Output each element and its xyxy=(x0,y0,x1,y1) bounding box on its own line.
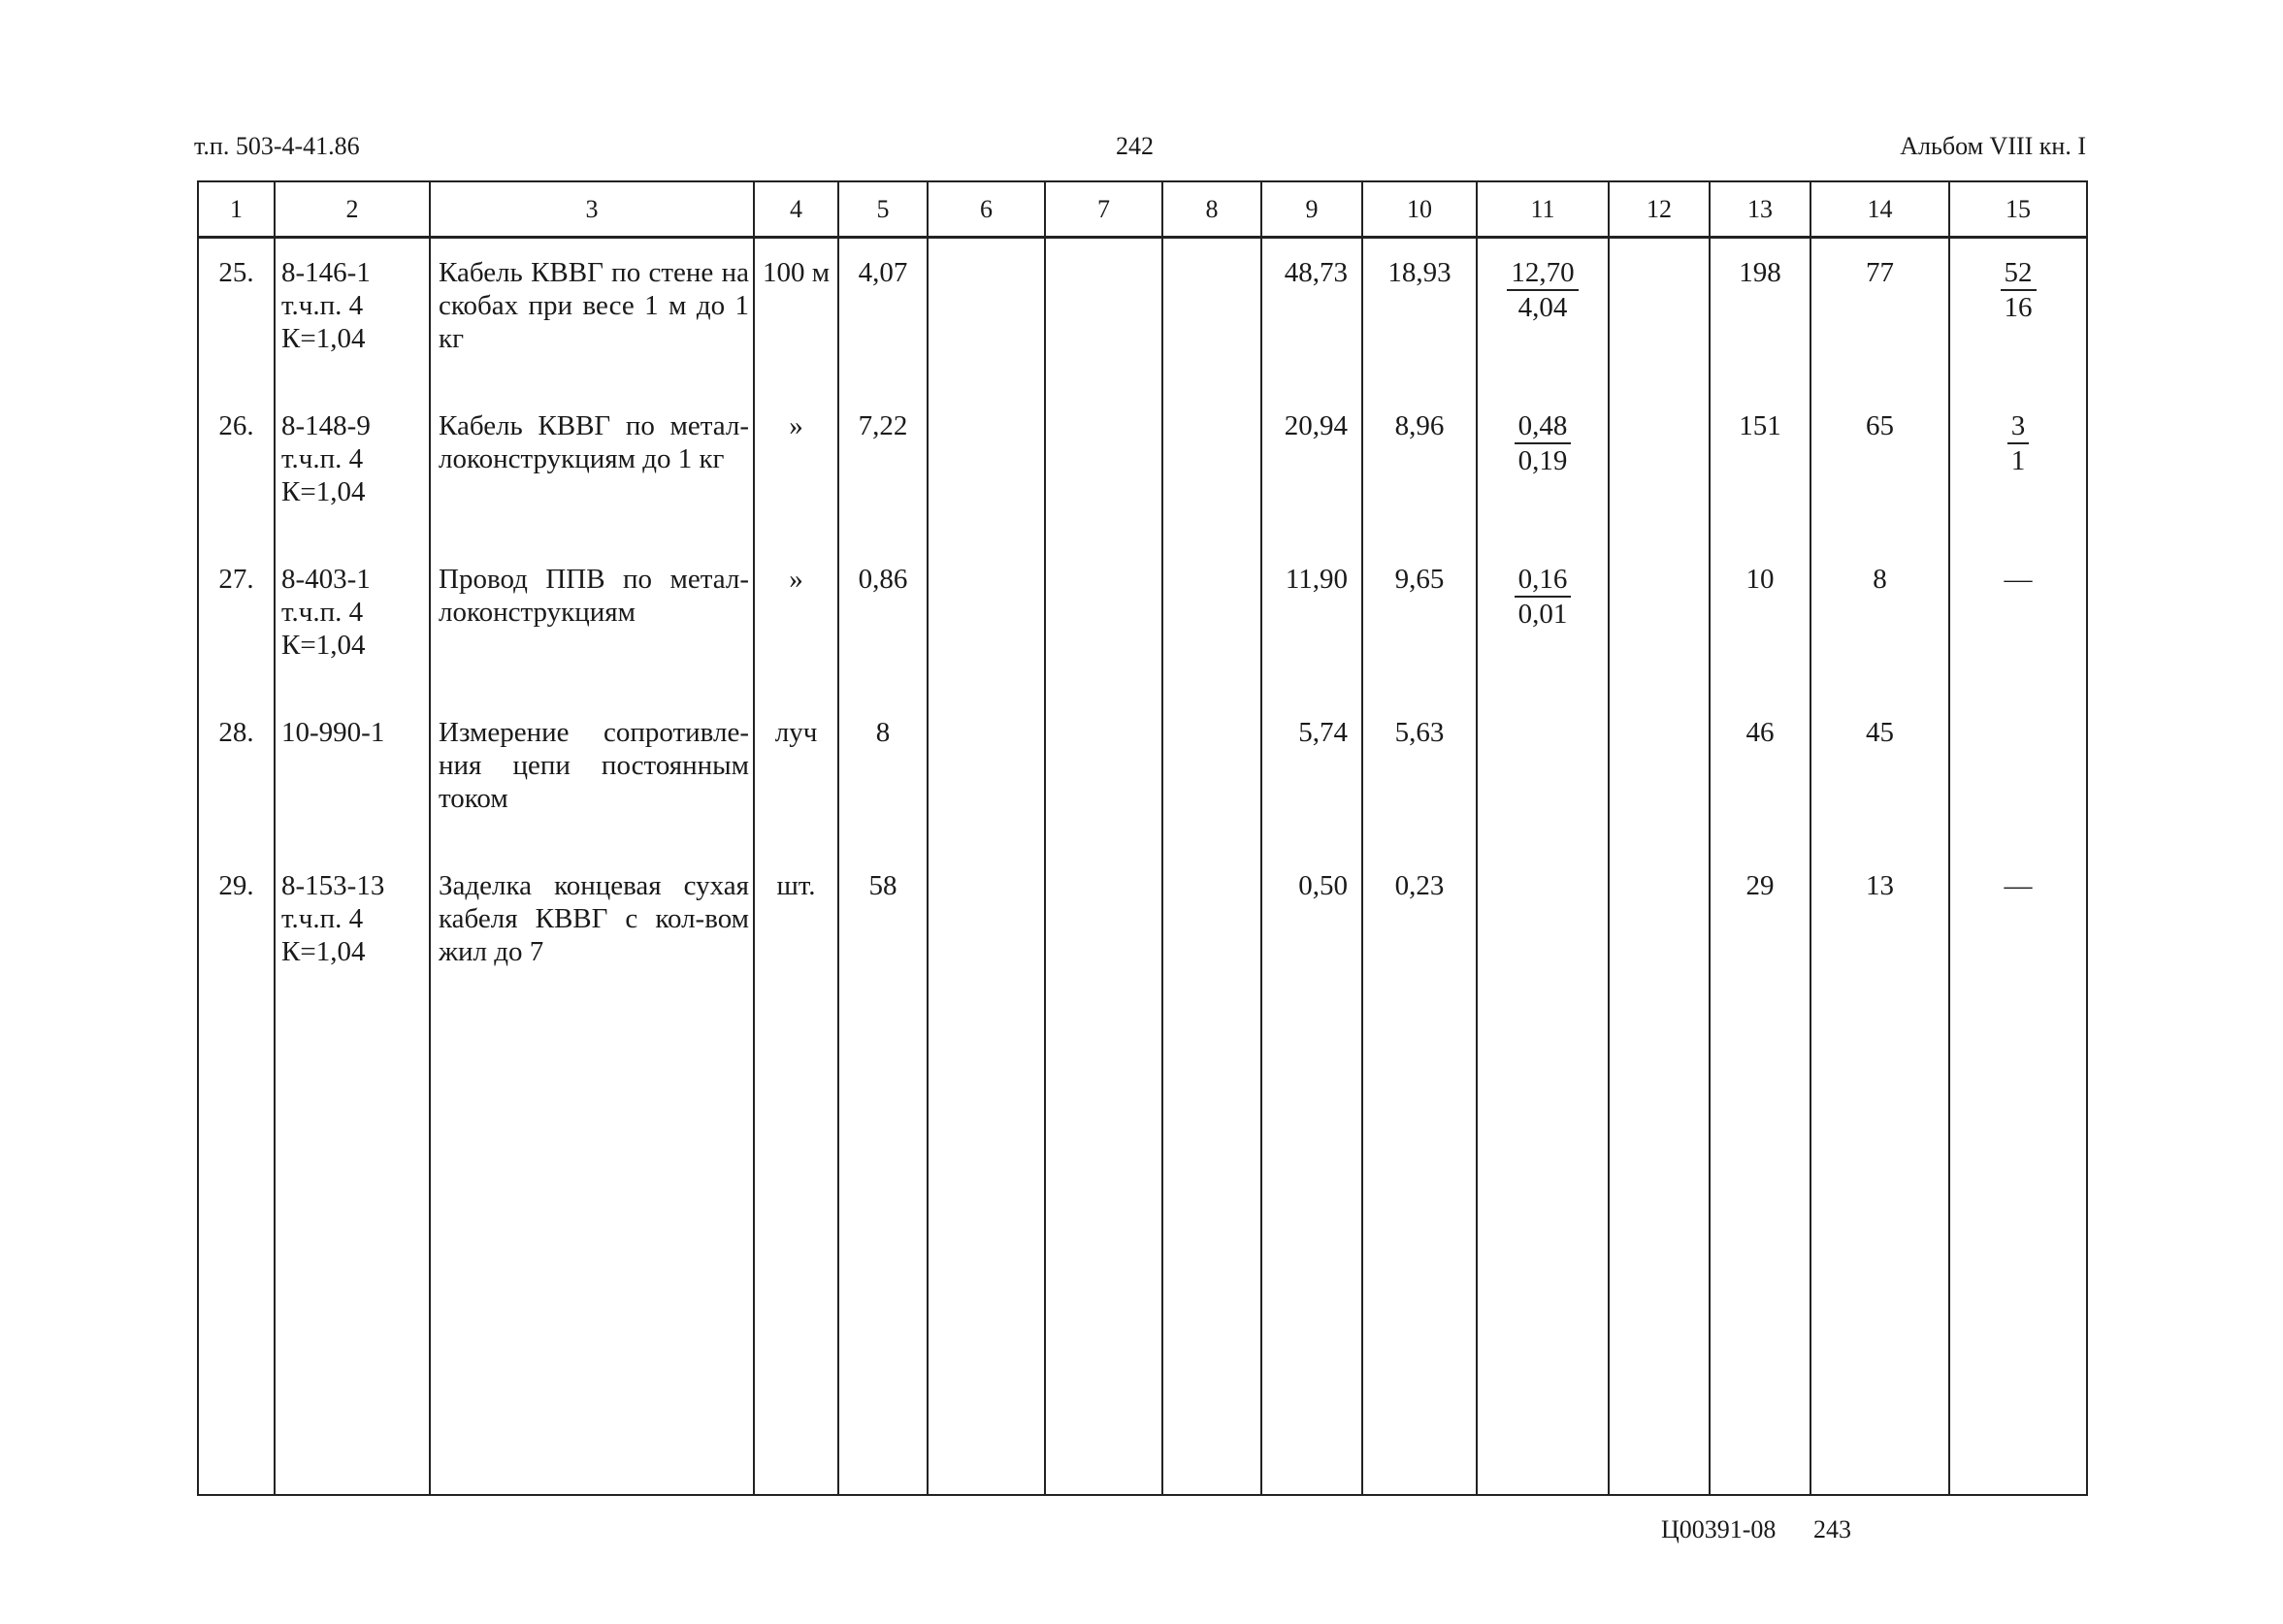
page-number: 242 xyxy=(1116,132,1154,160)
row-number: 25. xyxy=(198,238,275,393)
cell-empty xyxy=(1045,238,1162,393)
cell-empty xyxy=(1710,1005,1810,1495)
cell-empty xyxy=(928,545,1045,698)
rate-code-line: т.ч.п. 4 xyxy=(281,443,364,474)
table-row xyxy=(198,545,2087,698)
rate-code-line: т.ч.п. 4 xyxy=(281,597,364,628)
cell-empty xyxy=(1477,698,1609,852)
cell-empty xyxy=(928,698,1045,852)
col13-value: 46 xyxy=(1710,698,1810,852)
column-header: 7 xyxy=(1045,181,1162,238)
unit: шт. xyxy=(754,852,838,1005)
col9-value: 20,94 xyxy=(1261,392,1362,545)
col9-value: 0,50 xyxy=(1261,852,1362,1005)
cell-empty xyxy=(1477,852,1609,1005)
quantity: 58 xyxy=(838,852,928,1005)
col14-value: 65 xyxy=(1810,392,1949,545)
cell-empty xyxy=(1609,392,1710,545)
row-number: 29. xyxy=(198,852,275,1005)
rate-code xyxy=(275,392,430,545)
col10-value: 8,96 xyxy=(1362,392,1477,545)
col13-value: 10 xyxy=(1710,545,1810,698)
work-description: Кабель КВВГ по стене на скобах при весе 1 м до 1 кг xyxy=(430,238,754,393)
rate-code-line: т.ч.п. 4 xyxy=(281,903,364,934)
cell-empty xyxy=(928,392,1045,545)
unit: » xyxy=(754,545,838,698)
cell-empty xyxy=(754,1005,838,1495)
column-header: 13 xyxy=(1710,181,1810,238)
quantity: 0,86 xyxy=(838,545,928,698)
cell-empty xyxy=(1810,1005,1949,1495)
column-header-row xyxy=(198,181,2087,238)
fraction-denominator: 4,04 xyxy=(1517,292,1568,323)
unit: луч xyxy=(754,698,838,852)
fraction-numerator: 0,48 xyxy=(1515,409,1572,444)
cell-empty xyxy=(1162,698,1261,852)
column-header: 5 xyxy=(838,181,928,238)
footer-code: Ц00391-08 xyxy=(1661,1515,1777,1543)
col13-value: 29 xyxy=(1710,852,1810,1005)
col11-fraction xyxy=(1477,545,1609,698)
quantity: 4,07 xyxy=(838,238,928,393)
rate-code-line: 8-153-13 xyxy=(281,870,385,901)
estimate-table xyxy=(197,180,2088,1496)
col14-value: 77 xyxy=(1810,238,1949,393)
rate-code-line: т.ч.п. 4 xyxy=(281,290,364,321)
table-row xyxy=(198,852,2087,1005)
fraction-denominator: 16 xyxy=(2004,292,2033,323)
col9-value: 48,73 xyxy=(1261,238,1362,393)
column-header: 2 xyxy=(275,181,430,238)
col9-value: 11,90 xyxy=(1261,545,1362,698)
column-header: 12 xyxy=(1609,181,1710,238)
cell-empty xyxy=(430,1005,754,1495)
cell-empty xyxy=(928,852,1045,1005)
work-description: Провод ППВ по метал-локонструкциям xyxy=(430,545,754,698)
cell-empty xyxy=(1949,1005,2087,1495)
row-number: 26. xyxy=(198,392,275,545)
rate-code-line: 8-146-1 xyxy=(281,257,371,288)
fraction-numerator: 12,70 xyxy=(1507,256,1578,291)
column-header: 3 xyxy=(430,181,754,238)
col15-value xyxy=(1949,852,2087,1005)
column-header: 4 xyxy=(754,181,838,238)
col11-fraction xyxy=(1477,238,1609,393)
column-header: 6 xyxy=(928,181,1045,238)
cell-empty xyxy=(1609,698,1710,852)
rate-code-line: 8-403-1 xyxy=(281,564,371,595)
cell-empty xyxy=(1609,545,1710,698)
column-header: 14 xyxy=(1810,181,1949,238)
dash-mark: — xyxy=(2004,870,2033,901)
rate-code-line: 10-990-1 xyxy=(281,717,385,748)
col14-value: 8 xyxy=(1810,545,1949,698)
cell-empty xyxy=(1261,1005,1362,1495)
cell-empty xyxy=(198,1005,275,1495)
cell-empty xyxy=(928,238,1045,393)
col10-value: 0,23 xyxy=(1362,852,1477,1005)
cell-empty xyxy=(1045,1005,1162,1495)
column-header: 15 xyxy=(1949,181,2087,238)
cell-empty xyxy=(928,1005,1045,1495)
row-number: 27. xyxy=(198,545,275,698)
cell-empty xyxy=(1162,852,1261,1005)
cell-empty xyxy=(1949,698,2087,852)
col13-value: 198 xyxy=(1710,238,1810,393)
column-header: 8 xyxy=(1162,181,1261,238)
column-header: 11 xyxy=(1477,181,1609,238)
col11-fraction xyxy=(1477,392,1609,545)
cell-empty xyxy=(1045,852,1162,1005)
unit: 100 м xyxy=(754,238,838,393)
rate-code xyxy=(275,698,430,852)
cell-empty xyxy=(1045,545,1162,698)
table-filler-row xyxy=(198,1005,2087,1495)
rate-code xyxy=(275,238,430,393)
cell-empty xyxy=(1045,698,1162,852)
unit: » xyxy=(754,392,838,545)
rate-code-line: К=1,04 xyxy=(281,323,366,354)
col15-fraction xyxy=(1949,238,2087,393)
table-row xyxy=(198,392,2087,545)
cell-empty xyxy=(1609,1005,1710,1495)
row-number: 28. xyxy=(198,698,275,852)
work-description: Измерение сопротивле-ния цепи постоянным током xyxy=(430,698,754,852)
fraction-denominator: 0,01 xyxy=(1517,599,1568,630)
page-footer xyxy=(1661,1515,1882,1544)
quantity: 8 xyxy=(838,698,928,852)
column-header: 9 xyxy=(1261,181,1362,238)
fraction-denominator: 0,19 xyxy=(1517,445,1568,476)
fraction-denominator: 1 xyxy=(2010,445,2026,476)
cell-empty xyxy=(1162,545,1261,698)
rate-code-line: К=1,04 xyxy=(281,476,366,507)
column-header: 10 xyxy=(1362,181,1477,238)
quantity: 7,22 xyxy=(838,392,928,545)
col10-value: 5,63 xyxy=(1362,698,1477,852)
album-label: Альбом VIII кн. I xyxy=(1900,132,2086,160)
cell-empty xyxy=(1477,1005,1609,1495)
cell-empty xyxy=(1045,392,1162,545)
rate-code xyxy=(275,545,430,698)
cell-empty xyxy=(275,1005,430,1495)
fraction-numerator: 3 xyxy=(2007,409,2030,444)
cell-empty xyxy=(1162,392,1261,545)
document-reference: т.п. 503-4-41.86 xyxy=(194,132,360,160)
cell-empty xyxy=(1162,1005,1261,1495)
col10-value: 9,65 xyxy=(1362,545,1477,698)
table-row xyxy=(198,238,2087,393)
footer-page-number: 243 xyxy=(1812,1515,1851,1543)
rate-code xyxy=(275,852,430,1005)
cell-empty xyxy=(1362,1005,1477,1495)
col10-value: 18,93 xyxy=(1362,238,1477,393)
rate-code-line: К=1,04 xyxy=(281,630,366,661)
table-row xyxy=(198,698,2087,852)
col13-value: 151 xyxy=(1710,392,1810,545)
col15-value xyxy=(1949,545,2087,698)
col14-value: 13 xyxy=(1810,852,1949,1005)
cell-empty xyxy=(838,1005,928,1495)
col9-value: 5,74 xyxy=(1261,698,1362,852)
fraction-numerator: 52 xyxy=(2001,256,2037,291)
rate-code-line: К=1,04 xyxy=(281,936,366,967)
cell-empty xyxy=(1162,238,1261,393)
work-description: Заделка концевая сухая кабеля КВВГ с кол-вом жил до 7 xyxy=(430,852,754,1005)
col14-value: 45 xyxy=(1810,698,1949,852)
col15-fraction xyxy=(1949,392,2087,545)
cell-empty xyxy=(1609,238,1710,393)
rate-code-line: 8-148-9 xyxy=(281,410,371,441)
column-header: 1 xyxy=(198,181,275,238)
fraction-numerator: 0,16 xyxy=(1515,563,1572,598)
cell-empty xyxy=(1609,852,1710,1005)
dash-mark: — xyxy=(2004,564,2033,595)
work-description: Кабель КВВГ по метал-локонструкциям до 1 кг xyxy=(430,392,754,545)
